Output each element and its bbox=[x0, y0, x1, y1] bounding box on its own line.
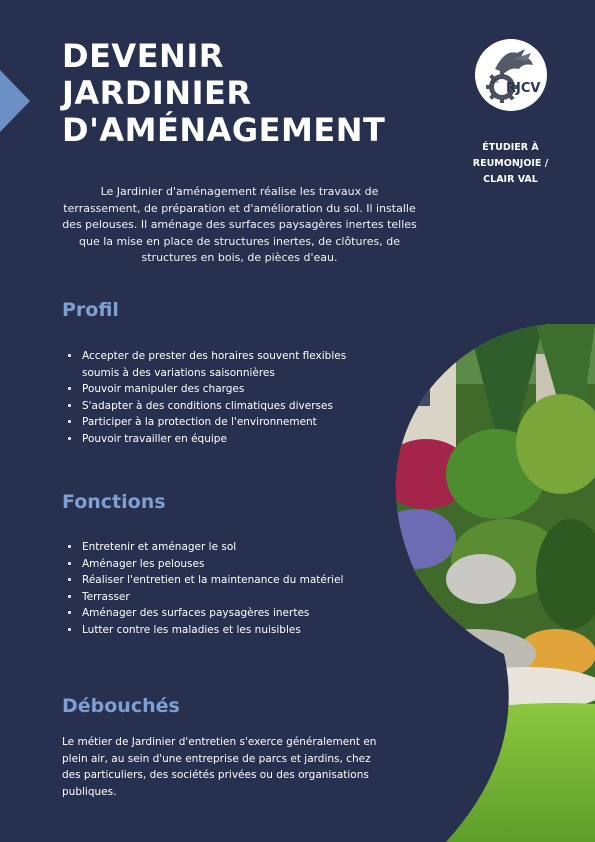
garden-photo bbox=[386, 324, 595, 842]
list-item: • Aménager les pelouses bbox=[81, 556, 381, 573]
title-line-1: DEVENIR bbox=[62, 37, 224, 75]
logo-text: RJCV bbox=[506, 81, 541, 96]
logo-small-text: ETS bbox=[491, 79, 499, 84]
profil-heading: Profil bbox=[62, 299, 119, 321]
list-item: • Réaliser l'entretien et la maintenance du matériel bbox=[81, 572, 381, 589]
school-logo bbox=[475, 39, 547, 111]
title-line-3: D'AMÉNAGEMENT bbox=[62, 111, 386, 149]
list-item: • Participer à la protection de l'environnement bbox=[81, 414, 381, 431]
list-item: • Entretenir et aménager le sol bbox=[81, 539, 381, 556]
title-line-2: JARDINIER bbox=[62, 74, 252, 112]
fonctions-list bbox=[62, 539, 381, 638]
debouches-paragraph: Le métier de Jardinier d'entretien s'exerce généralement en plein air, au sein d'une entreprise de parcs et jardins, chez des particuliers, des sociétés privées ou des organisations publiques. bbox=[62, 736, 377, 798]
garden-illustration bbox=[386, 324, 595, 842]
profil-list bbox=[62, 348, 381, 447]
logo-graphic bbox=[475, 39, 547, 111]
fonctions-heading: Fonctions bbox=[62, 491, 166, 513]
list-item: • Aménager des surfaces paysagères inertes bbox=[81, 605, 381, 622]
list-item: • Pouvoir travailler en équipe bbox=[81, 431, 381, 448]
page-title bbox=[62, 38, 442, 149]
list-item: • Pouvoir manipuler des charges bbox=[81, 381, 381, 398]
intro-paragraph: Le Jardinier d'aménagement réalise les travaux de terrassement, de préparation et d'amélioration du sol. Il installe des pelouses. Il aménage des surfaces paysagères inertes telles que la mise en place de structures inertes, de clôtures, de structures en bois, de pièces d'eau. bbox=[62, 185, 417, 264]
caption-line-2: REUMONJOIE / bbox=[472, 158, 549, 169]
list-item: • Accepter de prester des horaires souvent flexibles soumis à des variations saisonnières bbox=[81, 348, 381, 381]
list-item: • Lutter contre les maladies et les nuisibles bbox=[81, 622, 381, 639]
list-item: • Terrasser bbox=[81, 589, 381, 606]
list-item: • S'adapter à des conditions climatiques diverses bbox=[81, 398, 381, 415]
caption-line-3: CLAIR VAL bbox=[483, 174, 538, 185]
caption-line-1: ÉTUDIER À bbox=[482, 142, 539, 153]
debouches-heading: Débouchés bbox=[62, 695, 180, 717]
decorative-arrow bbox=[0, 70, 30, 132]
study-location-caption bbox=[463, 140, 558, 188]
